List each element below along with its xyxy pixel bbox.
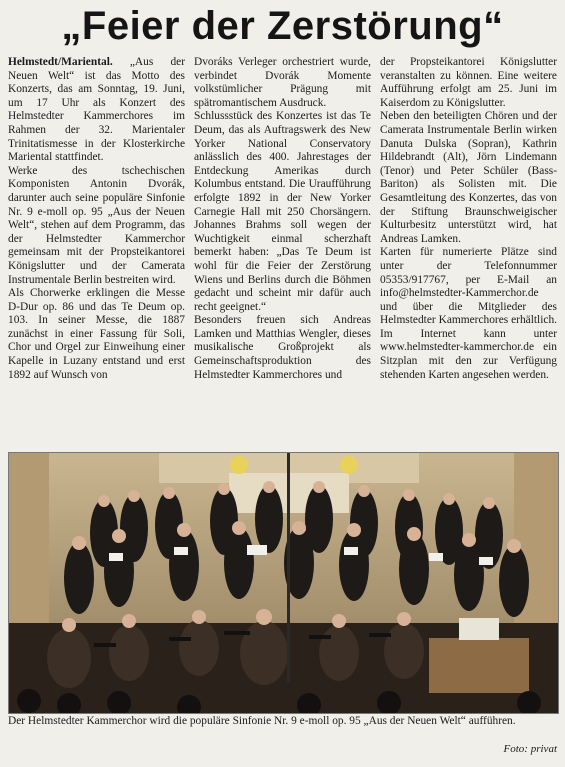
headline: „Feier der Zerstörung“ — [61, 4, 504, 48]
article-body — [8, 56, 557, 448]
paragraph: Karten für numerierte Plätze sind unter der Telefonnummer 05353/917767, per E-Mail an info@helmstedter-Kammerchor.de und über die Mitglieder des Helmstedter Kammerchores erhältlich. Im Internet kann unter www.helmstedter-kammerchor.de ein Sitzplan mit den zur Verfügung stehenden Karten angesehen werden. — [380, 246, 557, 381]
paragraph: Besonders freuen sich Andreas Lamken und Matthias Wengler, dieses musikalische Großprojekt als Gemeinschaftsproduktion des Helmstedter Kammerchores und — [194, 314, 371, 381]
dateline: Helmstedt/Mariental. — [8, 56, 113, 68]
paragraph: Werke des tschechischen Komponisten Antonin Dvorák, darunter auch seine populäre Sinfonie Nr. 9 e-moll op. 95 „Aus der Neuen Welt“, stehen auf dem Programm, das der Helmstedter Kammerchor gemeinsam mit der Propsteikantorei Königslutter und der Camerata Instrumentale Berlin bestreiten wird. — [8, 164, 185, 286]
paragraph: Als Chorwerke erklingen die Messe D-Dur op. 86 und das Te Deum op. 103. In seiner Messe, die 1887 zunächst in einer Fassung für Soli, Chor und Orgel zur Einweihung einer Kapelle in Luzany entstand und erst 1892 auf Wunsch von — [8, 287, 185, 381]
paragraph: Dvoráks Verleger orchestriert wurde, verbindet Dvorák Momente volkstümlicher Prägung mit spätromantischem Ausdruck. — [194, 56, 371, 109]
paragraph — [8, 56, 185, 165]
choir-photo — [8, 452, 559, 714]
photo-credit: Foto: privat — [503, 743, 557, 755]
photo-caption: Der Helmstedter Kammerchor wird die populäre Sinfonie Nr. 9 e-moll op. 95 „Aus der Neuen Welt“ aufführen. — [8, 715, 516, 727]
article-column-3 — [380, 56, 557, 448]
article-column-1 — [8, 56, 185, 448]
paragraph-text: „Aus der Neuen Welt“ ist das Motto des Konzerts, das am Sonntag, 19. Juni, um 17 Uhr als Konzert des Helmstedter Kammerchores im Rahmen der 32. Marientaler Trinitatismesse in der Klosterkirche Mariental stattfindet. — [8, 56, 185, 164]
paragraph: Neben den beteiligten Chören und der Camerata Instrumentale Berlin wirken Danuta Dulska (Sopran), Kathrin Hildebrandt (Alt), Jörn Lindemann (Tenor) und Peter Schüler (Bass-Bariton) als Solisten mit. Die Gesamtleitung des Konzertes, das von der Stiftung Braunschweigischer Kulturbesitz unterstützt wird, hat Andreas Lamken. — [380, 110, 557, 245]
paragraph: der Propsteikantorei Königslutter veranstalten zu können. Eine weitere Aufführung erfolgt am 25. Juni im Kaiserdom zu Königslutter. — [380, 56, 557, 109]
article-column-2 — [194, 56, 371, 448]
paragraph: Schlussstück des Konzertes ist das Te Deum, das als Auftragswerk des New Yorker National Conservatory anlässlich des 400. Jahrestages der Entdeckung Amerikas durch Kolumbus entstand. Die Uraufführung erfolgte 1892 in der New Yorker Carnegie Hall mit 250 Chorsängern. Johannes Brahms soll wegen der Wuchtigkeit einmal scherzhaft bemerkt haben: „Das Te Deum ist wohl für die Feier der Zerstörung Wiens und Berlins durch die Böhmen gedacht und scheint mir dafür auch recht geeignet.“ — [194, 110, 371, 313]
